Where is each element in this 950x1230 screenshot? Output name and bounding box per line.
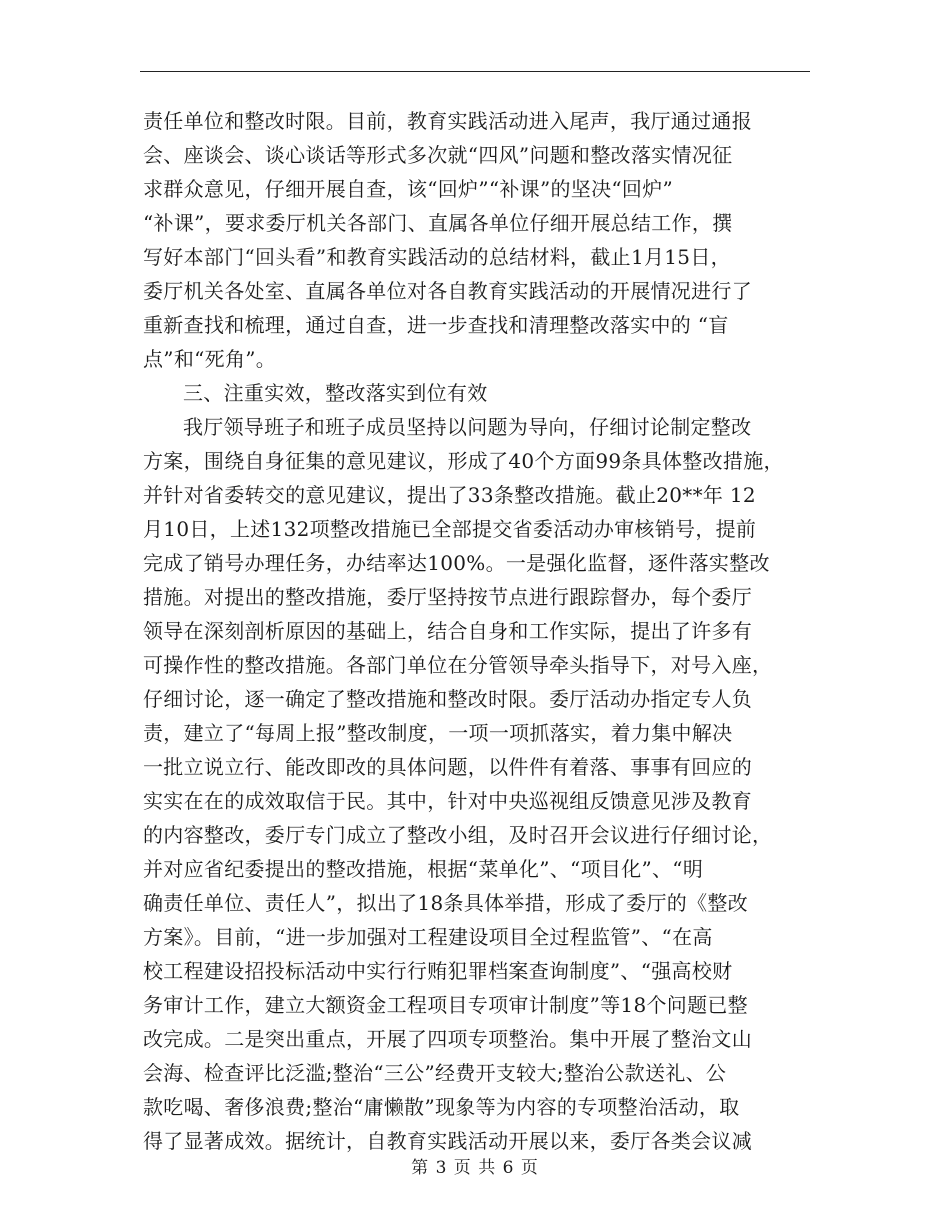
text-line: 务审计工作，建立大额资金工程项目专项审计制度”等18个问题已整 <box>143 993 748 1017</box>
text-line: 并对应省纪委提出的整改措施，根据“菜单化”、“项目化”、“明 <box>143 857 704 881</box>
text-line: 重新查找和梳理，通过自查，进一步查找和清理整改落实中的 “盲 <box>143 313 729 337</box>
text-line: 求群众意见，仔细开展自查，该“回炉”“补课”的坚决“回炉” <box>143 177 674 201</box>
text-line: 点”和“死角”。 <box>143 347 277 371</box>
text-line: 并针对省委转交的意见建议，提出了33条整改措施。截止20**年 12 <box>143 483 756 507</box>
text-line: 领导在深刻剖析原因的基础上，结合自身和工作实际，提出了许多有 <box>143 619 752 643</box>
text-line: 得了显著成效。据统计，自教育实践活动开展以来，委厅各类会议减 <box>143 1129 752 1153</box>
text-line: 责任单位和整改时限。目前，教育实践活动进入尾声，我厅通过通报 <box>143 109 752 133</box>
text-line: 校工程建设招投标活动中实行行贿犯罪档案查询制度”、“强高校财 <box>143 959 733 983</box>
text-line: 月10日，上述132项整改措施已全部提交省委活动办审核销号，提前 <box>143 517 757 541</box>
header-rule <box>140 71 810 72</box>
text-line: 完成了销号办理任务，办结率达100%。一是强化监督，逐件落实整改 <box>143 551 770 575</box>
text-line: 会、座谈会、谈心谈话等形式多次就“四风”问题和整改落实情况征 <box>143 143 733 167</box>
paragraph-start: 我厅领导班子和班子成员坚持以问题为导向，仔细讨论制定整改 <box>183 415 752 439</box>
text-line: 措施。对提出的整改措施，委厅坚持按节点进行跟踪督办，每个委厅 <box>143 585 752 609</box>
text-line: 方案》。目前，“进一步加强对工程建设项目全过程监管”、“在高 <box>143 925 713 949</box>
text-line: 确责任单位、责任人”，拟出了18条具体举措，形成了委厅的《整改 <box>143 891 748 915</box>
document-body <box>143 104 823 1158</box>
text-line: 委厅机关各处室、直属各单位对各自教育实践活动的开展情况进行了 <box>143 279 752 303</box>
text-line: 的内容整改，委厅专门成立了整改小组，及时召开会议进行仔细讨论， <box>143 823 773 847</box>
text-line: 款吃喝、奢侈浪费;整治“庸懒散”现象等为内容的专项整治活动，取 <box>143 1095 740 1119</box>
section-heading: 三、注重实效，整改落实到位有效 <box>183 381 488 405</box>
text-line: 改完成。二是突出重点，开展了四项专项整治。集中开展了整治文山 <box>143 1027 752 1051</box>
text-line: “补课”，要求委厅机关各部门、直属各单位仔细开展总结工作，撰 <box>143 211 733 235</box>
text-line: 仔细讨论，逐一确定了整改措施和整改时限。委厅活动办指定专人负 <box>143 687 752 711</box>
text-line: 写好本部门“回头看”和教育实践活动的总结材料，截止1月15日， <box>143 245 731 269</box>
text-line: 一批立说立行、能改即改的具体问题，以件件有着落、事事有回应的 <box>143 755 752 779</box>
text-line: 责，建立了“每周上报”整改制度，一项一项抓落实，着力集中解决 <box>143 721 733 745</box>
text-line: 方案，围绕自身征集的意见建议，形成了40个方面99条具体整改措施， <box>143 449 784 473</box>
page-number-footer: 第 3 页 共 6 页 <box>411 1158 539 1178</box>
text-line: 可操作性的整改措施。各部门单位在分管领导牵头指导下，对号入座， <box>143 653 773 677</box>
text-line: 会海、检查评比泛滥;整治“三公”经费开支较大;整治公款送礼、公 <box>143 1061 727 1085</box>
text-line: 实实在在的成效取信于民。其中，针对中央巡视组反馈意见涉及教育 <box>143 789 752 813</box>
